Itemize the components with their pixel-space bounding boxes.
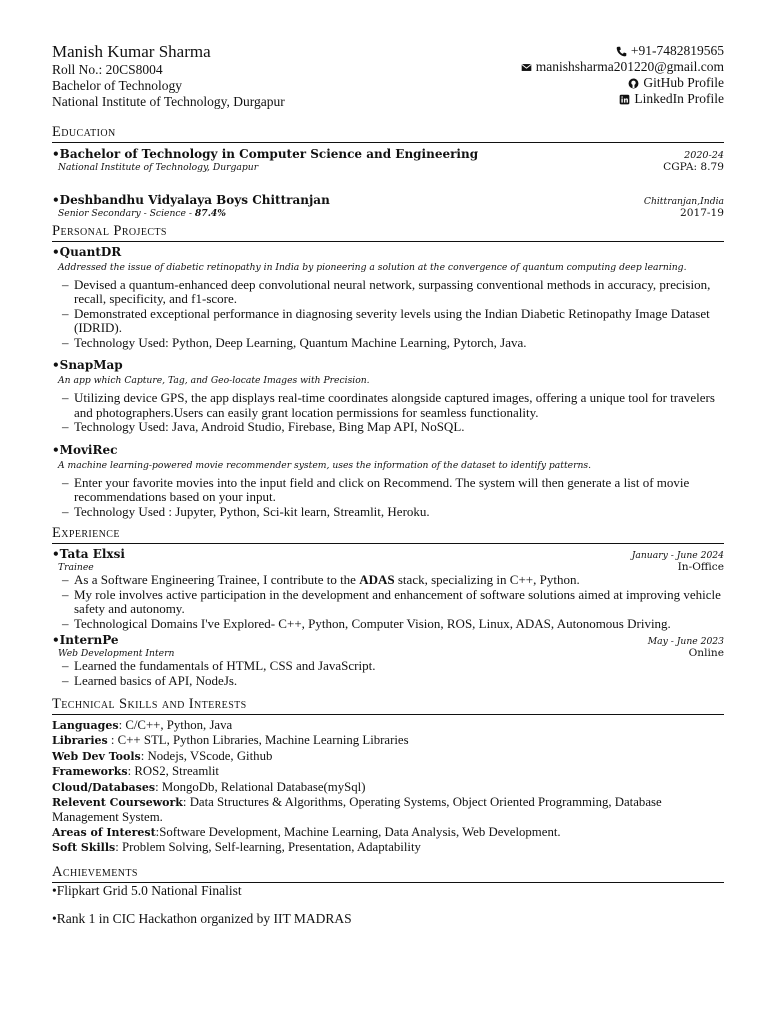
experience-bullet: – Technological Domains I've Explored- C++, Python, Computer Vision, ROS, Linux, ADAS, Autonomous Driving. [62, 617, 724, 632]
project-bullet: – Demonstrated exceptional performance in diagnosing severity levels using the Indian Diabetic Retinopathy Image Dataset (IDRID). [62, 307, 724, 336]
candidate-name: Manish Kumar Sharma [52, 41, 211, 61]
github-link[interactable] [628, 75, 724, 91]
education-entry [52, 193, 724, 219]
experience-bullet: – My role involves active participation in the development and enhancement of software solutions aimed at improving vehicle safety and autonomy. [62, 588, 724, 617]
experience-role: Trainee [58, 562, 94, 573]
experience-bullet: – As a Software Engineering Trainee, I contribute to the ADAS stack, specializing in C++, Python. [62, 573, 724, 588]
github-icon [628, 78, 639, 89]
achievements-heading: Achievements [52, 864, 724, 883]
skill-row: Frameworks: ROS2, Streamlit [52, 764, 219, 779]
institute: National Institute of Technology, Durgapur [52, 93, 285, 109]
company-name: •InternPe [52, 633, 119, 647]
school-name: •Deshbandhu Vidyalaya Boys Chittranjan [52, 192, 330, 207]
skills-heading: Technical Skills and Interests [52, 696, 724, 715]
experience-heading: Experience [52, 525, 724, 544]
email-contact[interactable] [521, 59, 724, 75]
education-degree-name: •Bachelor of Technology in Computer Science and Engineering [52, 146, 479, 161]
phone-contact[interactable] [616, 43, 724, 59]
experience-role: Web Development Intern [58, 648, 175, 659]
project-description: An app which Capture, Tag, and Geo-locate Images with Precision. [58, 375, 370, 386]
education-institute: National Institute of Technology, Durgapur [58, 161, 259, 173]
project-bullet: – Utilizing device GPS, the app displays real-time coordinates alongside captured images, offering a unique tool for travelers and photographers.Users can easily grant location permissions for seamless functionality. [62, 391, 724, 420]
project-description: Addressed the issue of diabetic retinopathy in India by pioneering a solution at the convergence of quantum computing deep learning. [58, 261, 687, 273]
experience-entry [52, 633, 724, 688]
resume-page [52, 40, 724, 927]
skill-row: Languages: C/C++, Python, Java [52, 718, 233, 732]
experience-bullet: – Learned basics of API, NodeJs. [62, 674, 724, 689]
project-bullet: – Technology Used: Python, Deep Learning, Quantum Machine Learning, Pytorch, Java. [62, 336, 724, 351]
project-bullet: – Enter your favorite movies into the input field and click on Recommend. The system will then generate a list of movie recommendations based on your input. [62, 476, 724, 505]
contact-block [521, 40, 724, 107]
project-bullet: – Technology Used: Java, Android Studio, Firebase, Bing Map API, NoSQL. [62, 420, 724, 435]
experience-mode: Online [688, 647, 724, 659]
project-description: A machine learning-powered movie recommender system, uses the information of the dataset to identify patterns. [58, 459, 592, 471]
project-entry [52, 245, 724, 351]
project-bullet: – Technology Used : Jupyter, Python, Sci-kit learn, Streamlit, Heroku. [62, 505, 724, 520]
skill-row: Cloud/Databases: MongoDb, Relational Database(mySql) [52, 779, 366, 794]
project-name: •SnapMap [52, 358, 123, 372]
education-heading: Education [52, 124, 724, 143]
project-entry [52, 358, 724, 435]
identity-block [52, 42, 285, 110]
degree: Bachelor of Technology [52, 77, 183, 93]
school-score: 87.4% [194, 207, 227, 219]
linkedin-icon [619, 94, 630, 105]
skill-row: Relevent Coursework: Data Structures & Algorithms, Operating Systems, Object Oriented Programming, Database Management System. [52, 795, 662, 825]
github-label: GitHub Profile [643, 75, 724, 90]
school-location: Chittranjan,India [643, 195, 724, 207]
adas-highlight: ADAS [359, 572, 395, 587]
projects-heading: Personal Projects [52, 223, 724, 242]
experience-mode: In-Office [677, 561, 724, 573]
project-bullet: – Devised a quantum-enhanced deep convolutional neural network, surpassing conventional methods in accuracy, precision, recall, specificity, and f1-score. [62, 278, 724, 307]
linkedin-label: LinkedIn Profile [634, 91, 724, 106]
phone-number: +91-7482819565 [630, 43, 724, 58]
achievement-item: •Flipkart Grid 5.0 National Finalist [52, 882, 242, 898]
skill-row: Web Dev Tools: Nodejs, VScode, Github [52, 748, 273, 763]
skills-list [52, 718, 724, 856]
company-name: •Tata Elxsi [52, 547, 125, 561]
education-date: 2020-24 [684, 149, 724, 161]
project-entry [52, 443, 724, 520]
experience-date: January - June 2024 [631, 550, 724, 561]
envelope-icon [521, 62, 532, 73]
skill-row: Areas of Interest:Software Development, Machine Learning, Data Analysis, Web Development. [52, 824, 561, 839]
school-stream: Senior Secondary - Science - [58, 207, 195, 219]
skill-row: Soft Skills: Problem Solving, Self-learning, Presentation, Adaptability [52, 840, 421, 855]
experience-bullet: – Learned the fundamentals of HTML, CSS and JavaScript. [62, 659, 724, 674]
resume-header [52, 40, 724, 110]
achievement-item: •Rank 1 in CIC Hackathon organized by IIT MADRAS [52, 910, 352, 926]
roll-number: Roll No.: 20CS8004 [52, 61, 163, 77]
project-name: •MoviRec [52, 442, 118, 457]
education-entry [52, 147, 724, 173]
experience-entry [52, 547, 724, 631]
experience-date: May - June 2023 [647, 636, 724, 647]
education-cgpa: CGPA: 8.79 [663, 160, 724, 173]
skill-row: Libraries : C++ STL, Python Libraries, Machine Learning Libraries [52, 733, 409, 748]
phone-icon [616, 46, 627, 57]
linkedin-link[interactable] [619, 91, 724, 107]
school-years: 2017-19 [679, 206, 724, 219]
project-name: •QuantDR [52, 244, 122, 259]
email-address: manishsharma201220@gmail.com [535, 59, 724, 74]
